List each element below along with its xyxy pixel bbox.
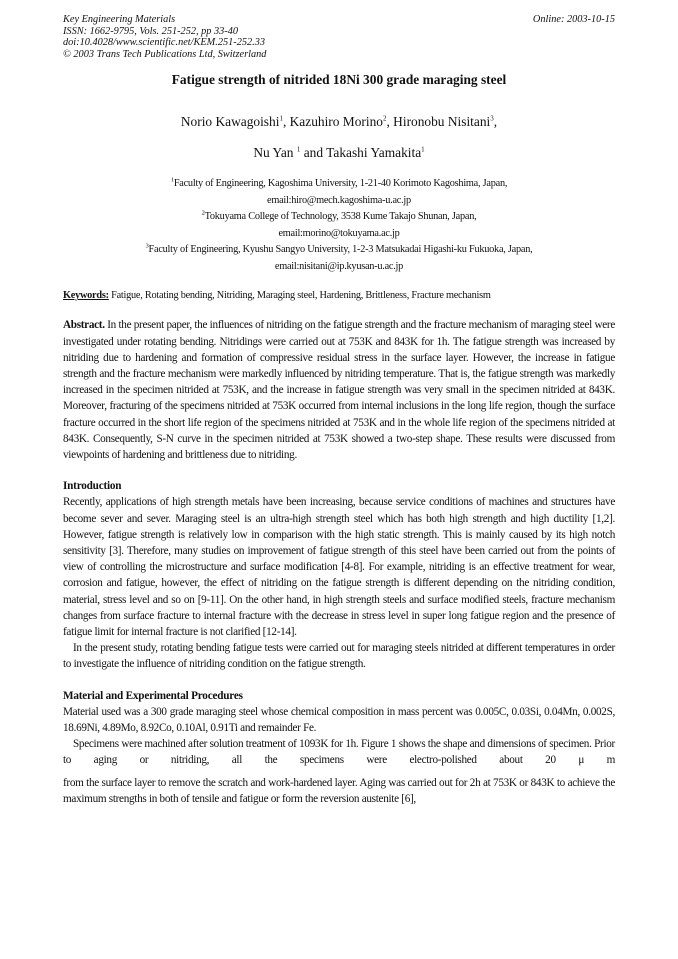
keywords — [63, 290, 615, 301]
affiliation-text: Faculty of Engineering, Kyushu Sangyo University, 1-2-3 Matsukadai Higashi-ku Fukuoka, Japan, — [148, 244, 533, 256]
abstract-label: Abstract. — [63, 319, 105, 332]
affiliation-line — [63, 176, 615, 193]
online-date: Online: 2003-10-15 — [532, 14, 615, 25]
affiliation-sup: 3 — [145, 242, 149, 250]
intro-paragraph-2: In the present study, rotating bending fatigue tests were carried out for maraging steels nitrided at different temperatures in order to investigate the influence of nitriding condition on the fatigue strength. — [63, 642, 615, 671]
author-name: and Takashi Yamakita — [300, 145, 422, 161]
affiliation-list — [63, 176, 615, 275]
affiliation-text: Tokuyama College of Technology, 3538 Kume Takajo Shunan, Japan, — [204, 211, 477, 223]
doi-line: doi:10.4028/www.scientific.net/KEM.251-252.33 — [63, 37, 266, 49]
author-name: , Hironobu Nisitani — [386, 114, 491, 130]
author-line-1 — [63, 106, 615, 137]
materials-paragraph-3: from the surface layer to remove the scratch and work-hardened layer. Aging was carried out for 2h at 753K or 843K to achieve the maximum strengths in both of tensile and fatigue or form the reversion austenite [6], — [63, 776, 615, 805]
author-name: Nu Yan — [253, 145, 297, 161]
journal-name: Key Engineering Materials — [63, 14, 176, 25]
affiliation-line — [63, 242, 615, 259]
section-heading-materials: Material and Experimental Procedures — [63, 689, 243, 702]
author-name: , Kazuhiro Morino — [282, 114, 383, 130]
materials-paragraph-2: Specimens were machined after solution treatment of 1093K for 1h. Figure 1 shows the shape and dimensions of specimen. Prior to aging or nitriding, all the specimens were electro-polished about 20 μ m — [63, 738, 615, 767]
author-affil-sup: 1 — [296, 145, 301, 154]
author-list — [63, 106, 615, 168]
author-affil-sup: 3 — [490, 114, 494, 123]
affiliation-email: email:nisitani@ip.kyusan-u.ac.jp — [274, 260, 404, 272]
author-affil-sup: 2 — [382, 114, 387, 123]
author-affil-sup: 1 — [421, 145, 425, 154]
copyright-line: © 2003 Trans Tech Publications Ltd, Switzerland — [63, 48, 267, 60]
affiliation-email: email:morino@tokuyama.ac.jp — [278, 227, 400, 239]
materials-paragraph-1: Material used was a 300 grade maraging steel whose chemical composition in mass percent was 0.005C, 0.03Si, 0.04Mn, 0.002S, 18.69Ni, 4.89Mo, 8.92Co, 0.10Al, 0.91Ti and remainder Fe. — [63, 705, 615, 735]
affiliation-sup: 2 — [201, 209, 205, 217]
section-heading-introduction: Introduction — [63, 480, 122, 493]
abstract-text: In the present paper, the influences of nitriding on the fatigue strength and the fracture mechanism of maraging steel were investigated under rotating bending. Nitridings were carried out at 753K and 843K for 1h. The fatigue strength was increased by nitriding due to hardening and formation of compressive residual stress in the surface layer. However, the increase in fatigue strength and the fracture mechanism were markedly influenced by nitriding temperature. That is, the fatigue strength was markedly increased in the specimen nitrided at 753K, and the increase in fatigue strength was very small in the specimen nitrided at 843K. Moreover, fracturing of the specimens nitrided at 753K occurred from internal inclusions in the long life region, though the surface fracture occurred in the short life region of the specimens nitrided at 753K and in the whole life region of the specimens nitrided at 843K. Consequently, S-N curve in the specimen nitrided at 753K showed a two-step shape. These results were discussed from viewpoints of hardening and brittleness due to nitriding. — [63, 319, 615, 461]
keywords-text: Fatigue, Rotating bending, Nitriding, Maraging steel, Hardening, Brittleness, Fracture mechanism — [108, 290, 491, 302]
paper-title: Fatigue strength of nitrided 18Ni 300 grade maraging steel — [171, 72, 507, 88]
author-name: Norio Kawagoishi — [180, 114, 280, 130]
affiliation-line — [63, 209, 615, 226]
affiliation-text: Faculty of Engineering, Kagoshima University, 1-21-40 Korimoto Kagoshima, Japan, — [173, 178, 508, 190]
abstract — [63, 317, 615, 463]
author-separator: , — [493, 114, 498, 130]
author-affil-sup: 1 — [279, 114, 283, 123]
keywords-label: Keywords: — [63, 290, 109, 302]
affiliation-sup: 1 — [170, 176, 174, 184]
issn-line: ISSN: 1662-9795, Vols. 251-252, pp 33-40 — [63, 25, 239, 37]
running-header — [63, 14, 615, 60]
page — [63, 14, 615, 807]
affiliation-email: email:hiro@mech.kagoshima-u.ac.jp — [267, 194, 411, 206]
author-line-2 — [63, 137, 615, 168]
intro-paragraph-1: Recently, applications of high strength metals have been increasing, because service conditions of machines and structures have become sever and sever. Maraging steel is an ultra-high strength steel which has both high strength and high ductility [1,2]. However, fatigue strength is relatively low in comparison with the high static strength. This is mainly caused by its high notch sensitivity [3]. Therefore, many studies on improvement of fatigue strength of this steel have been carried out from the points of view of controlling the microstructure and surface modification [4-8]. For example, nitriding is an effective treatment for wear, corrosion and fatigue, however, the effect of nitriding on the fatigue strength is different depending on the nitriding condition, material, stress level and so on [9-11]. On the other hand, in high strength steels and surface modified steels, fracture mechanism changes from surface fracture to internal fracture with the decrease in stress level in super long fatigue region and the presence of fatigue limit for internal fracture is not clarified [12-14]. — [63, 496, 615, 639]
